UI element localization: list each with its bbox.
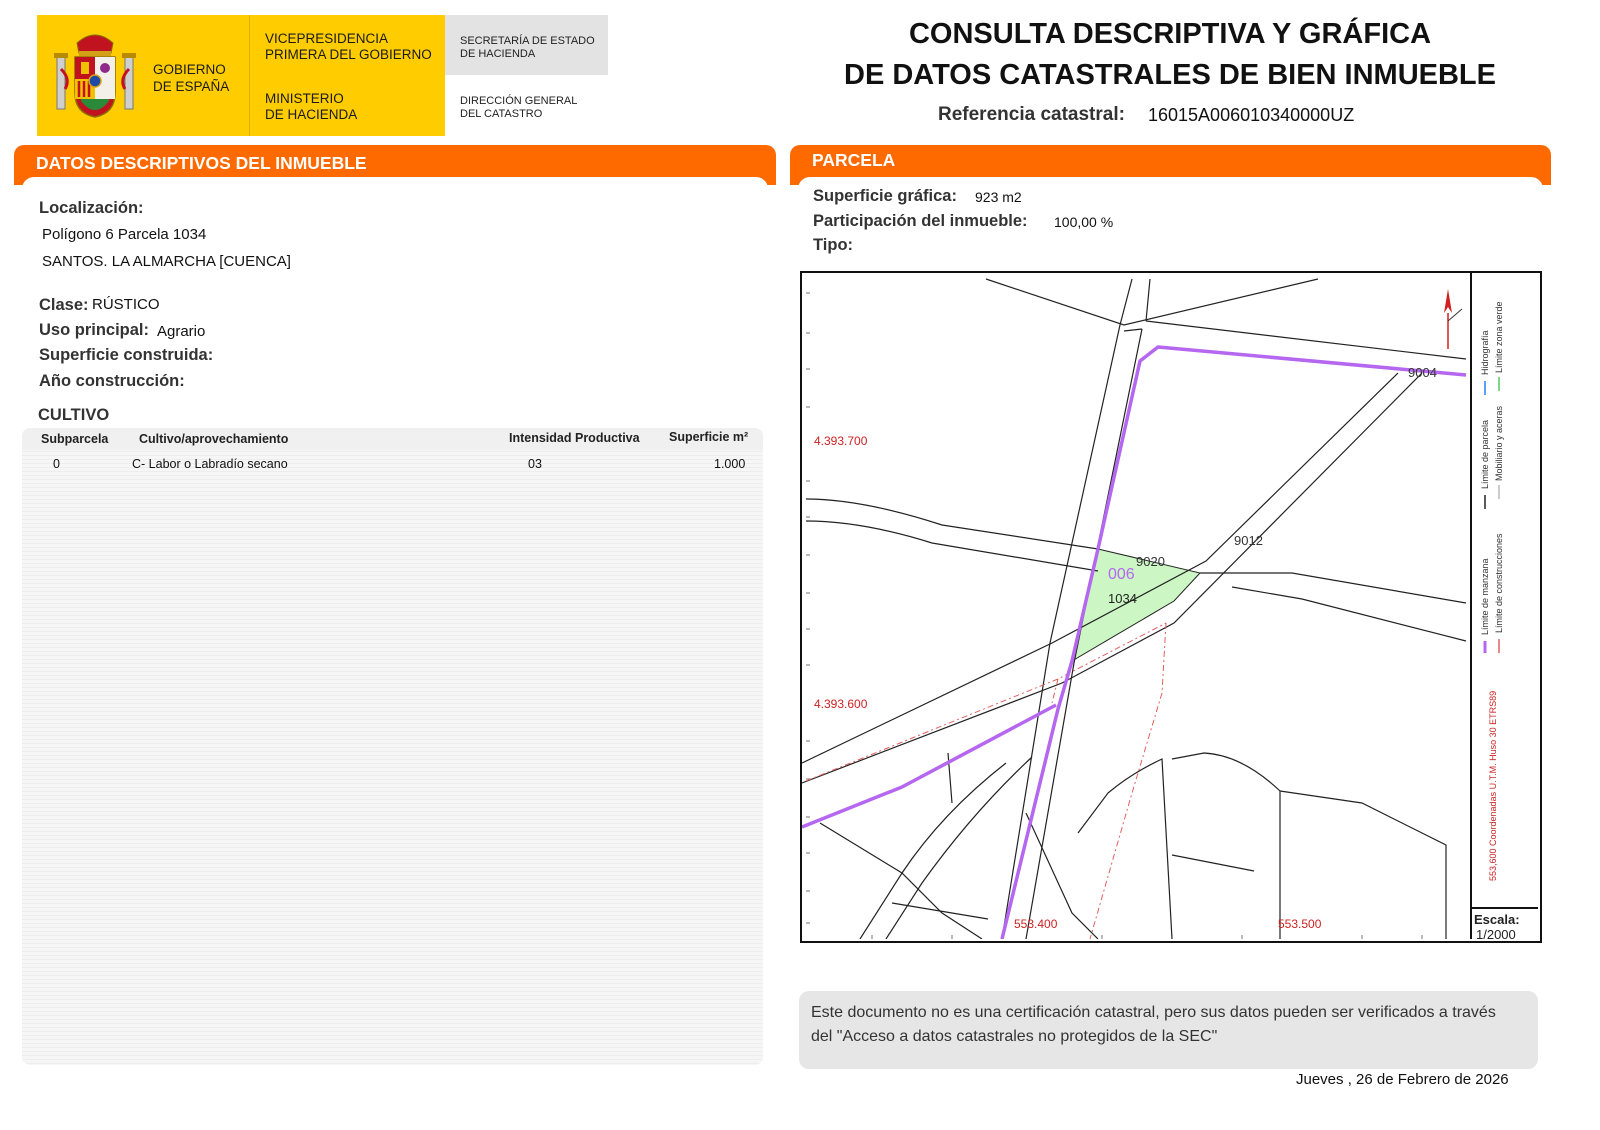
legend-limite-construcciones: Límite de construcciones <box>1494 533 1504 633</box>
vicepresidencia-text: VICEPRESIDENCIA PRIMERA DEL GOBIERNO <box>265 31 432 62</box>
legend-limite-manzana: Límite de manzana <box>1480 558 1490 635</box>
coord-system-label: 553,600 Coordenadas U.T.M. Huso 30 ETRS89 <box>1488 690 1498 881</box>
localizacion-line2: SANTOS. LA ALMARCHA [CUENCA] <box>42 253 291 270</box>
escala-label: Escala: <box>1474 912 1520 927</box>
parcela-number-label: 1034 <box>1108 591 1137 606</box>
participacion-value: 100,00 % <box>1054 214 1114 230</box>
document-date: Jueves , 26 de Febrero de 2026 <box>1296 1071 1509 1088</box>
ministerio-text: MINISTERIO DE HACIENDA <box>265 91 358 122</box>
coord-y2-label: 4.393.600 <box>814 697 868 711</box>
table-header-cultivo: Cultivo/aprovechamiento <box>139 432 289 446</box>
scale-divider <box>1470 907 1538 909</box>
ref-catastral-value: 16015A006010340000UZ <box>1148 105 1355 125</box>
cadastral-map-drawing <box>802 273 1470 939</box>
road-9004-label: 9004 <box>1408 365 1437 380</box>
uso-principal-label: Uso principal: <box>39 321 150 339</box>
logo-divider <box>249 15 250 136</box>
table-cell-superficie: 1.000 <box>714 457 746 471</box>
clase-value: RÚSTICO <box>92 296 160 313</box>
cultivo-title: CULTIVO <box>38 406 110 424</box>
coord-x1-label: 553.400 <box>1014 917 1058 931</box>
secretaria-text: SECRETARÍA DE ESTADO DE HACIENDA <box>460 35 595 60</box>
table-header-subparcela: Subparcela <box>41 432 109 446</box>
descriptivos-section-title: DATOS DESCRIPTIVOS DEL INMUEBLE <box>36 153 367 173</box>
ref-catastral-label: Referencia catastral: <box>938 104 1125 125</box>
legend-limite-parcela: Límite de parcela <box>1480 419 1490 489</box>
legend-limite-zona-verde: Límite zona verde <box>1494 301 1504 373</box>
legend-hidrografia: Hidrografía <box>1480 330 1490 375</box>
section-header-curve <box>22 177 768 197</box>
coord-y1-label: 4.393.700 <box>814 434 868 448</box>
localizacion-line1: Polígono 6 Parcela 1034 <box>42 226 207 243</box>
north-arrow-icon <box>1444 289 1462 349</box>
superficie-construida-label: Superficie construida: <box>39 346 214 364</box>
parcela-section-title: PARCELA <box>812 150 896 170</box>
cultivo-table-header <box>22 428 763 450</box>
road-9012-label: 9012 <box>1234 533 1263 548</box>
participacion-label: Participación del inmueble: <box>813 212 1028 230</box>
superficie-grafica-label: Superficie gráfica: <box>813 187 957 205</box>
road-9020-label: 9020 <box>1136 554 1165 569</box>
table-header-superficie: Superficie m² <box>669 430 749 444</box>
gobierno-de-espana-text: GOBIERNO DE ESPAÑA <box>153 62 230 94</box>
uso-principal-value: Agrario <box>157 323 206 340</box>
direccion-general-text: DIRECCIÓN GENERAL DEL CATASTRO <box>460 95 578 120</box>
legend-mobiliario-aceras: Mobiliario y aceras <box>1494 405 1504 481</box>
tipo-label: Tipo: <box>813 236 854 254</box>
superficie-grafica-value: 923 m2 <box>975 189 1022 205</box>
poligono-label: 006 <box>1108 566 1135 583</box>
verification-notice <box>799 991 1538 1069</box>
coord-x2-label: 553.500 <box>1278 917 1322 931</box>
table-cell-subparcela: 0 <box>53 457 60 471</box>
escala-value: 1/2000 <box>1476 927 1516 942</box>
localizacion-label: Localización: <box>39 199 144 217</box>
map-legend <box>1472 273 1538 907</box>
spain-coat-of-arms-icon <box>51 29 139 121</box>
table-cell-intensidad: 03 <box>528 457 542 471</box>
table-cell-cultivo: C- Labor o Labradío secano <box>132 457 288 471</box>
cultivo-table <box>22 428 763 1065</box>
document-title: CONSULTA DESCRIPTIVA Y GRÁFICA DE DATOS CATASTRALES DE BIEN INMUEBLE <box>844 18 1496 91</box>
table-header-intensidad: Intensidad Productiva <box>509 431 640 445</box>
verification-notice-text: Este documento no es una certificación catastral, pero sus datos pueden ser verificados a través del "Acceso a datos catastrales no protegidos de la SEC" <box>811 1004 1496 1045</box>
anio-construccion-label: Año construcción: <box>39 372 185 390</box>
government-logo-band <box>37 15 445 136</box>
clase-label: Clase: <box>39 296 89 314</box>
